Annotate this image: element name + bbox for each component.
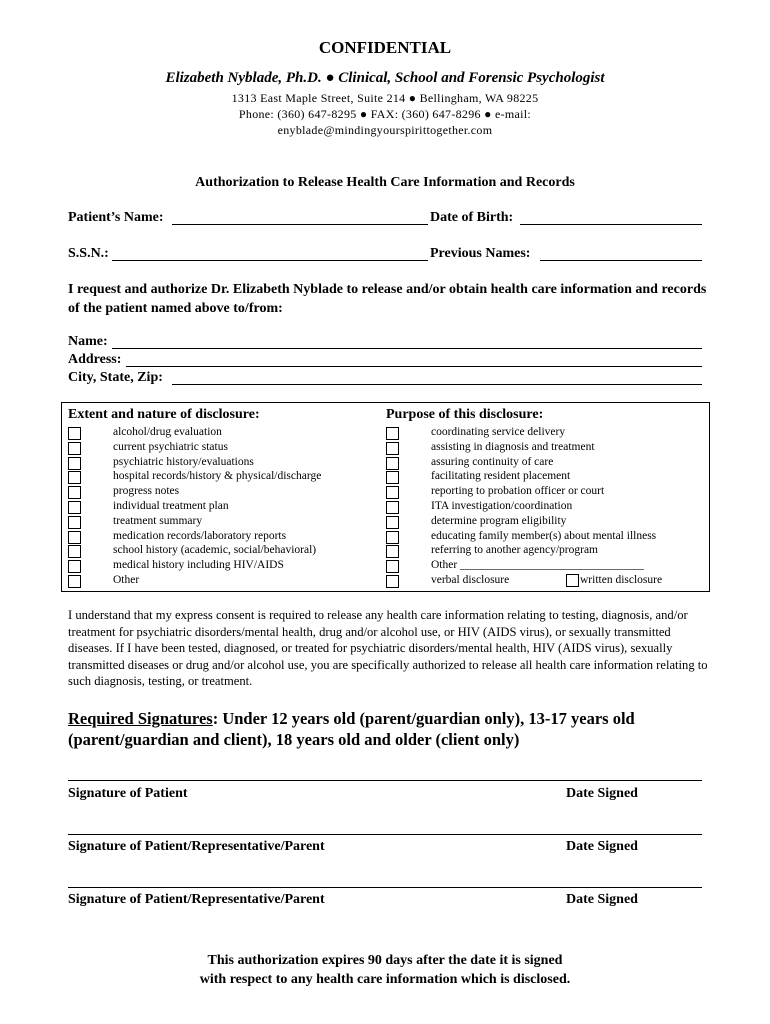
written-disclosure-checkbox[interactable] [566, 574, 579, 587]
extent-item-checkbox[interactable] [68, 545, 81, 558]
purpose-item-label: verbal disclosure [431, 574, 510, 586]
signature-label-1: Signature of Patient [68, 786, 188, 801]
required-signatures-heading: Required Signatures [68, 709, 213, 728]
purpose-item-checkbox[interactable] [386, 427, 399, 440]
purpose-item-checkbox[interactable] [386, 442, 399, 455]
ssn-field[interactable] [112, 260, 428, 261]
extent-item-label: progress notes [113, 485, 180, 498]
extent-item-label: individual treatment plan [113, 500, 229, 512]
extent-item-label: hospital records/history & physical/discharge [113, 470, 322, 483]
extent-item-checkbox[interactable] [68, 457, 81, 470]
extent-item-checkbox[interactable] [68, 516, 81, 529]
extent-item-label: psychiatric history/evaluations [113, 455, 254, 468]
date-signed-label-3: Date Signed [566, 892, 638, 907]
extent-item-checkbox[interactable] [68, 486, 81, 499]
extent-item-label: school history (academic, social/behavioral) [113, 544, 317, 557]
purpose-item-checkbox[interactable] [386, 560, 399, 573]
expiry-notice-line-2: with respect to any health care information which is disclosed. [199, 972, 571, 987]
doctor-line: Elizabeth Nyblade, Ph.D. ● Clinical, School and Forensic Psychologist [165, 70, 605, 86]
previous-names-label: Previous Names: [430, 246, 531, 261]
required-signatures-rules: : Under 12 years old (parent/guardian only), 13-17 years old (parent/guardian and client), 18 years old and older (client only) [68, 709, 635, 749]
purpose-item-label: facilitating resident placement [431, 470, 571, 483]
contact-email: enyblade@mindingyourspirittogether.com [277, 123, 493, 137]
consent-paragraph: I understand that my express consent is required to release any health care information relating to testing, diagnosis, and/or treatment for psychiatric disorders/mental health, drug and/or alcohol use, or HIV (AIDS virus), or sexually transmitted diseases. If I have been tested, diagnosed, or treated for psychiatric disorders/mental health, HIV (AIDS virus), sexually transmitted diseases or drug and/or alcohol use, you are specifically authorized to release all health care information relating to such diagnosis, testing, or treatment. [68, 608, 708, 688]
recipient-city-label: City, State, Zip: [68, 370, 163, 385]
purpose-item-label: assuring continuity of care [431, 455, 554, 468]
date-of-birth-field[interactable] [520, 224, 702, 225]
patient-name-label: Patient’s Name: [68, 210, 164, 225]
office-address: 1313 East Maple Street, Suite 214 ● Bellingham, WA 98225 [231, 91, 539, 105]
purpose-heading: Purpose of this disclosure: [386, 407, 544, 422]
extent-item-label: medication records/laboratory reports [113, 529, 287, 542]
purpose-item-checkbox[interactable] [386, 575, 399, 588]
recipient-address-field[interactable] [126, 366, 702, 367]
date-signed-label-2: Date Signed [566, 839, 638, 854]
confidential-heading: CONFIDENTIAL [318, 38, 452, 57]
form-title: Authorization to Release Health Care Information and Records [195, 175, 575, 190]
extent-item-checkbox[interactable] [68, 501, 81, 514]
extent-heading: Extent and nature of disclosure: [68, 407, 260, 422]
purpose-item-label: coordinating service delivery [431, 426, 566, 438]
extent-item-label: treatment summary [113, 514, 203, 527]
purpose-item-label: educating family member(s) about mental illness [431, 529, 657, 542]
date-signed-label-1: Date Signed [566, 786, 638, 801]
signature-label-2: Signature of Patient/Representative/Parent [68, 839, 325, 854]
purpose-item-checkbox[interactable] [386, 516, 399, 529]
purpose-item-checkbox[interactable] [386, 471, 399, 484]
expiry-notice-line-1: This authorization expires 90 days after the date it is signed [207, 953, 563, 968]
purpose-item-checkbox[interactable] [386, 531, 399, 544]
extent-item-checkbox[interactable] [68, 471, 81, 484]
extent-item-checkbox[interactable] [68, 575, 81, 588]
patient-name-field[interactable] [172, 224, 428, 225]
extent-item-label: current psychiatric status [113, 440, 228, 453]
purpose-item-label: assisting in diagnosis and treatment [431, 440, 595, 453]
extent-item-checkbox[interactable] [68, 427, 81, 440]
contact-phone-fax: Phone: (360) 647-8295 ● FAX: (360) 647-8296 ● e-mail: [238, 107, 532, 121]
extent-item-label: medical history including HIV/AIDS [113, 559, 284, 572]
signature-line-3[interactable] [68, 887, 702, 888]
extent-item-checkbox[interactable] [68, 442, 81, 455]
request-text: I request and authorize Dr. Elizabeth Nyblade to release and/or obtain health care information and records of the patient named above to/from: [68, 282, 707, 316]
extent-item-label: Other [113, 574, 140, 586]
signature-line-1[interactable] [68, 780, 702, 781]
extent-item-checkbox[interactable] [68, 560, 81, 573]
previous-names-field[interactable] [540, 260, 702, 261]
signature-label-3: Signature of Patient/Representative/Parent [68, 892, 325, 907]
required-signatures-text [68, 708, 708, 750]
recipient-name-field[interactable] [112, 348, 702, 349]
extent-item-label: alcohol/drug evaluation [113, 426, 222, 438]
purpose-item-checkbox[interactable] [386, 486, 399, 499]
extent-item-checkbox[interactable] [68, 531, 81, 544]
recipient-name-label: Name: [68, 334, 108, 349]
recipient-city-field[interactable] [172, 384, 702, 385]
recipient-address-label: Address: [68, 352, 122, 367]
ssn-label: S.S.N.: [68, 246, 109, 261]
signature-line-2[interactable] [68, 834, 702, 835]
purpose-item-checkbox[interactable] [386, 501, 399, 514]
date-of-birth-label: Date of Birth: [430, 210, 514, 225]
purpose-item-label: reporting to probation officer or court [431, 485, 605, 498]
written-disclosure-label: written disclosure [580, 574, 663, 586]
purpose-item-checkbox[interactable] [386, 545, 399, 558]
purpose-item-checkbox[interactable] [386, 457, 399, 470]
purpose-item-label: ITA investigation/coordination [431, 500, 573, 512]
purpose-item-label: determine program eligibility [431, 514, 567, 527]
purpose-item-label: referring to another agency/program [431, 544, 598, 557]
purpose-item-label: Other ________________________________ [431, 559, 645, 572]
